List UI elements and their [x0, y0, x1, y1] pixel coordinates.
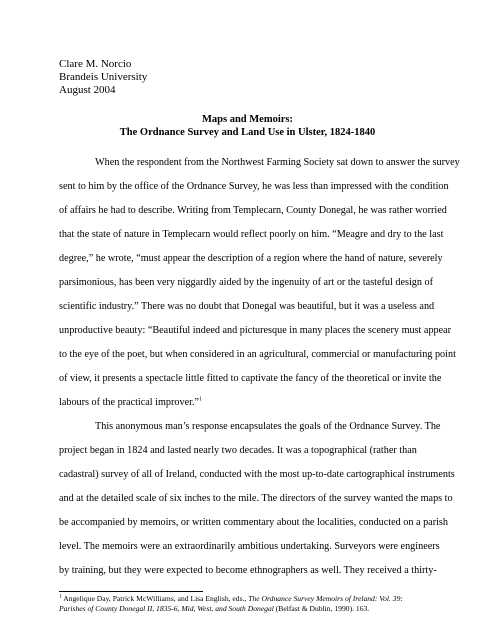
body-text: labours of the practical improver.” [59, 397, 200, 408]
title-line-1: Maps and Memoirs: [202, 114, 293, 125]
body-line: that the state of nature in Templecarn would reflect poorly on him. “Meagre and dry to the last [59, 229, 444, 240]
body-line: of view, it presents a spectacle little fitted to captivate the fancy of the theoretical or invite the [59, 373, 442, 384]
footnote-line-2 [59, 604, 459, 614]
body-line: cadastral) survey of all of Ireland, conducted with the most up-to-date cartographical instruments [59, 469, 455, 480]
body-line: degree,” he wrote, “must appear the description of a region where the hand of nature, severely [59, 253, 443, 264]
body-line: When the respondent from the Northwest Farming Society sat down to answer the survey [95, 157, 460, 168]
body-line: sent to him by the office of the Ordnance Survey, he was less than impressed with the condition [59, 181, 449, 192]
body-line: by training, but they were expected to become ethnographers as well. They received a thirty- [59, 565, 437, 576]
body-line: parsimonious, has been very niggardly aided by the ingenuity of art or the tasteful design of [59, 277, 434, 288]
footnote-text: Angelique Day, Patrick McWilliams, and Lisa English, eds., [61, 594, 249, 603]
author-name: Clare M. Norcio [59, 58, 132, 70]
footnote-publication: (Belfast & Dublin, 1990). 163. [273, 604, 370, 613]
body-line: unproductive beauty: “Beautiful indeed and picturesque in many places the scenery must appear [59, 325, 452, 336]
title-line-2: The Ordnance Survey and Land Use in Ulster, 1824-1840 [119, 127, 376, 138]
footnote [59, 594, 459, 614]
author-institution: Brandeis University [59, 71, 148, 83]
body-line: level. The memoirs were an extraordinarily ambitious undertaking. Surveyors were engineers [59, 541, 440, 552]
footnote-title-continued: Parishes of County Donegal II, 1835-6, Mid, West, and South Donegal [59, 604, 274, 613]
body-line-with-footnote [59, 397, 202, 409]
body-line: scientific industry.” There was no doubt that Donegal was beautiful, but it was a useless and [59, 301, 435, 312]
body-line: This anonymous man’s response encapsulates the goals of the Ordnance Survey. The [95, 421, 441, 432]
body-line: be accompanied by memoirs, or written commentary about the localities, conducted on a parish [59, 517, 448, 528]
footnote-divider [59, 591, 203, 592]
footnote-reference[interactable]: 1 [199, 396, 203, 403]
body-line: of affairs he had to describe. Writing from Templecarn, County Donegal, he was rather worried [59, 205, 447, 216]
footnote-title: The Ordnance Survey Memoirs of Ireland: Vol. 39: [248, 594, 403, 603]
body-line: to the eye of the poet, but when considered in an agricultural, commercial or manufacturing point [59, 349, 456, 360]
body-line: and at the detailed scale of six inches to the mile. The directors of the survey wanted the maps to [59, 493, 453, 504]
body-line: project began in 1824 and lasted nearly two decades. It was a topographical (rather than [59, 445, 417, 456]
paper-title [0, 113, 495, 139]
author-block [59, 58, 147, 97]
footnote-line-1 [59, 594, 459, 604]
footnote-marker: 1 [59, 593, 62, 600]
document-date: August 2004 [59, 84, 116, 96]
